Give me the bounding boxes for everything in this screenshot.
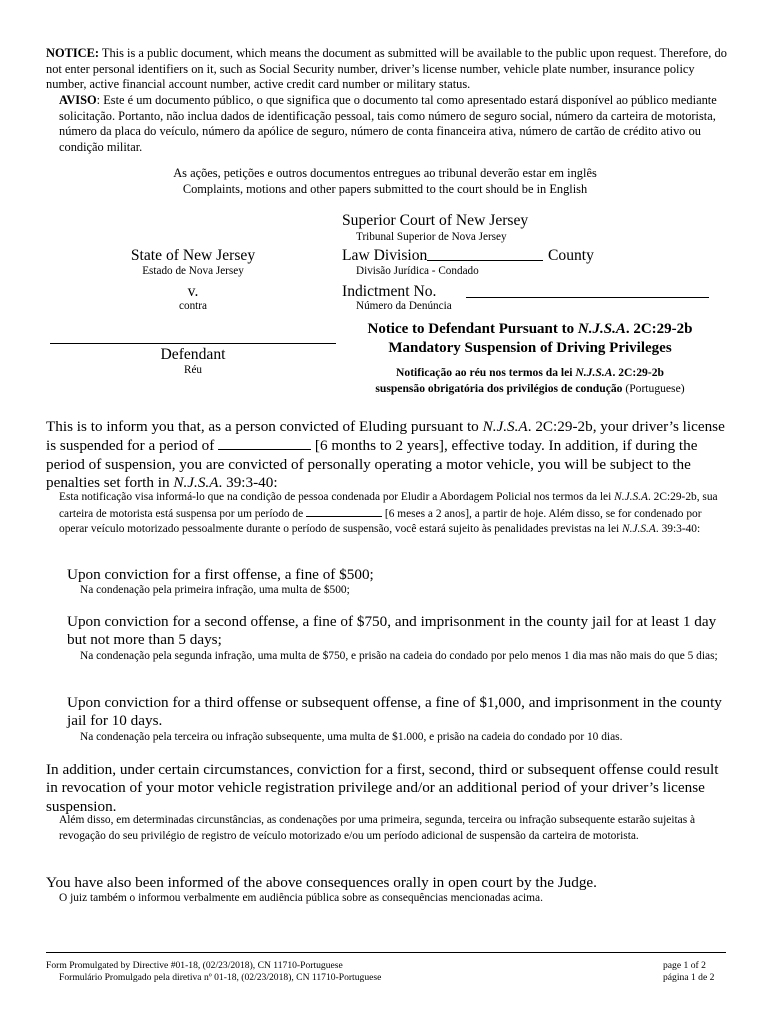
footer-form-pt: Formulário Promulgado pela diretiva nº 01-18, (02/23/2018), CN 11710-Portuguese [59,972,382,983]
county-label: County [548,247,594,264]
title-text: Notice to Defendant Pursuant to [367,321,578,337]
notice-text: This is a public document, which means the document as submitted will be available to the public upon request. Therefore, do not enter personal identifiers on it, such as Social Security number, driver’s license number, vehicle plate number, insurance policy number, active financial account number, active credit card number or military status. [46,46,727,91]
defendant-name-line[interactable] [50,343,336,344]
intro-en-citation-1: N.J.S.A [482,418,528,435]
notice-title-pt [330,365,730,381]
notice-title [330,321,730,338]
revocation-paragraph-en: In addition, under certain circumstances, conviction for a first, second, third or subsequent offense could result in revocation of your motor vehicle registration privilege and/or an additional period of your driver’s license suspension. [46,761,719,815]
title-pt-citation: N.J.S.A [575,366,613,379]
subtitle-pt-language: (Portuguese) [622,382,685,395]
footer-page-pt: página 1 de 2 [663,972,715,983]
footer-form-en: Form Promulgated by Directive #01-18, (02/23/2018), CN 11710-Portuguese [46,960,343,971]
law-division-label: Law Division [342,247,428,264]
notice-subtitle: Mandatory Suspension of Driving Privileges [388,340,672,356]
defendant-label-pt: Réu [183,364,203,376]
intro-pt-citation-1: N.J.S.A [614,491,648,503]
indictment-label-pt: Número da Denúncia [356,300,452,312]
language-note-en: Complaints, motions and other papers submitted to the court should be in English [182,182,588,196]
intro-pt-citation-2: N.J.S.A [622,523,656,536]
first-offense-en: Upon conviction for a first offense, a fine of $500; [67,566,374,583]
versus: v. [187,283,199,300]
aviso-text: : Este é um documento público, o que significa que o documento tal como apresentado estará disponível ao público mediante solicitação. Portanto, não inclua dados de identificação pessoal, tais como número de seguro social, número da carteira de motorista, número da placa do veículo, número da apólice de seguro, número de conta financeira ativa, número de cartão de crédito ativo ou condição militar. [59,93,717,154]
intro-pt-b: . 2C:29-2b, sua carteira de motorista está suspensa por um período de [59,491,718,520]
third-offense-pt: Na condenação pela terceira ou infração subsequente, uma multa de $1.000, e prisão na cadeia do condado por 10 dias. [80,731,623,743]
revocation-paragraph-pt: Além disso, em determinadas circunstâncias, as condenações por uma primeira, segunda, terceira ou infração subsequente estarão sujeitas à revogação do seu privilégio de registro de veículo motorizado e/ou um período adicional de suspensão da carteira de motorista. [59,814,696,842]
defendant-label: Defendant [160,346,226,363]
second-offense-en: Upon conviction for a second offense, a fine of $750, and imprisonment in the county jail for at least 1 day but not more than 5 days; [67,613,717,649]
notice-paragraph [46,46,731,93]
indictment-label: Indictment No. [342,283,437,300]
suspension-period-line[interactable] [218,436,311,450]
title-pt-text: Notificação ao réu nos termos da lei [396,366,576,379]
oral-notice-en: You have also been informed of the above consequences orally in open court by the Judge. [46,874,597,891]
intro-paragraph-pt [59,490,719,538]
title-pt-section: . 2C:29-2b [612,366,664,379]
intro-pt-c: [6 meses a 2 anos], a partir de hoje. Além disso, se for condenado por operar veículo motorizado pessoalmente durante o período de suspensão, você estará sujeito às penalidades previstas na lei [59,507,702,536]
intro-en-d: . 39:3-40: [218,473,278,491]
intro-en-a: This is to inform you that, as a person convicted of Eluding pursuant to [46,418,483,435]
footer-page-en: page 1 of 2 [663,960,706,971]
intro-en-c: [6 months to 2 years], effective today. In addition, if during the period of suspension, you are convicted of personally operating a motor vehicle, you will be subject to the penalties set forth in [46,437,698,491]
third-offense-en: Upon conviction for a third offense or subsequent offense, a fine of $1,000, and imprisonment in the county jail for 10 days. [67,694,722,730]
court-name-pt: Tribunal Superior de Nova Jersey [356,231,507,243]
county-input-line[interactable] [427,247,543,261]
aviso-paragraph [59,93,731,155]
intro-en-b: . 2C:29-2b, your driver’s license is suspended for a period of [46,418,725,455]
oral-notice-pt: O juiz também o informou verbalmente em audiência pública sobre as consequências mencionadas acima. [59,892,543,904]
notice-label: NOTICE: [46,46,100,60]
intro-pt-a: Esta notificação visa informá-lo que na condição de pessoa condenada por Eludir a Abordagem Policial nos termos da lei [59,491,615,503]
versus-pt: contra [179,300,207,312]
subtitle-pt-text: suspensão obrigatória dos privilégios de condução [375,382,623,395]
aviso-label: AVISO [59,93,97,107]
indictment-number-line[interactable] [466,284,709,298]
first-offense-pt: Na condenação pela primeira infração, uma multa de $500; [80,584,350,596]
footer-divider [46,952,726,953]
intro-paragraph-en [46,418,726,492]
title-citation: N.J.S.A [577,321,626,337]
intro-pt-d: . 39:3-40: [655,523,701,536]
notice-subtitle-pt [330,381,730,397]
state-name: State of New Jersey [130,247,256,264]
suspension-period-line-pt[interactable] [306,506,382,517]
title-section: . 2C:29-2b [625,321,693,337]
law-division-pt: Divisão Jurídica - Condado [356,265,479,277]
state-name-pt: Estado de Nova Jersey [142,265,244,277]
second-offense-pt: Na condenação pela segunda infração, uma multa de $750, e prisão na cadeia do condado por pelo menos 1 dia mas não mais do que 5 dias; [80,650,718,662]
language-note-pt: As ações, petições e outros documentos entregues ao tribunal deverão estar em inglês [173,166,597,180]
court-name: Superior Court of New Jersey [342,212,529,229]
intro-en-citation-2: N.J.S.A [173,473,219,491]
